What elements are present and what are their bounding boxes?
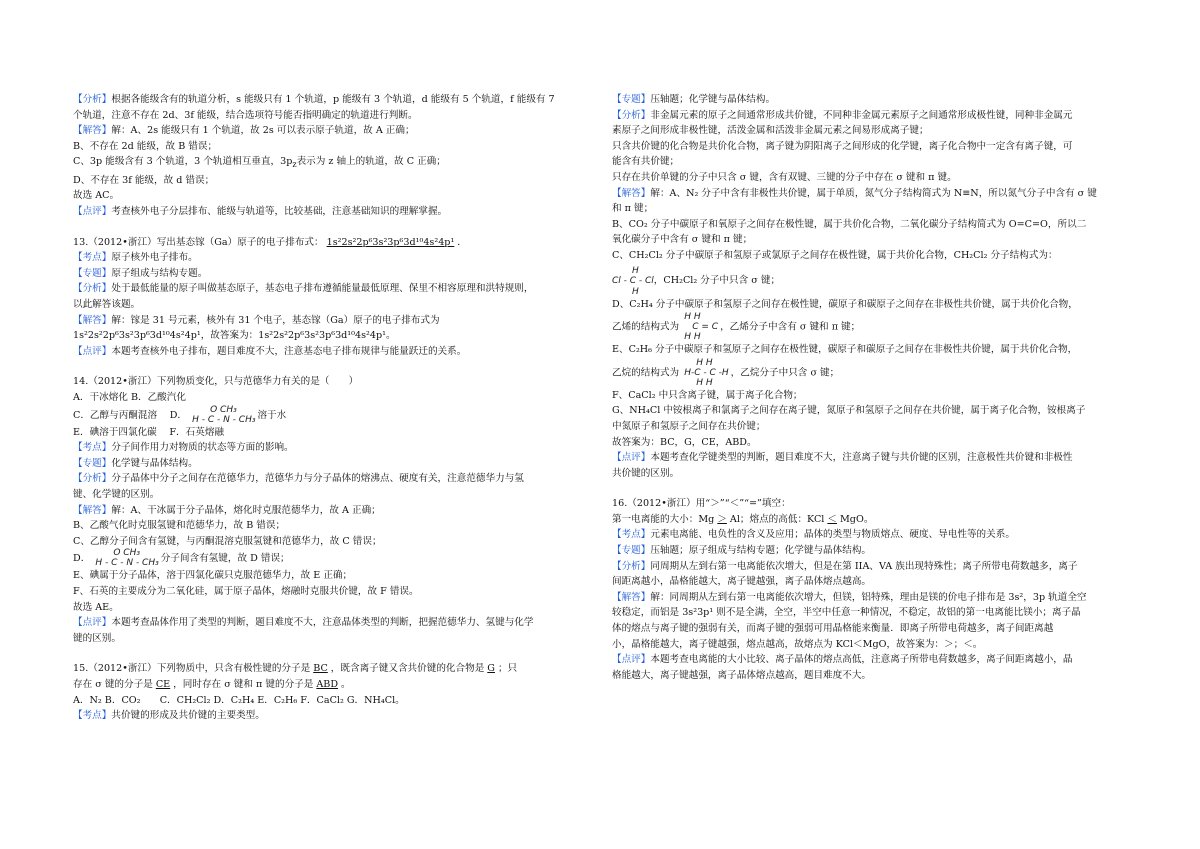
q12-comment: 【点评】考查核外电子分层排布、能级与轨道等，比较基础，注意基础知识的理解掌握。	[73, 206, 448, 218]
q13-block: 13.（2012•浙江）写出基态镓（Ga）原子的电子排布式： 1s²2s²2p⁶3s²3p⁶3d¹⁰4s²4p¹ ． 【考点】原子核外电子排布。 【专题】原子组成与结构专题。 【分析】处于最低能量的原子叫做基态原子，基态电子排布遵循能量最低原理、保里不相容原理和洪特规则， 以此解答该题。 【解答】解：镓是 31 号元素，核外有 31 个电子，基态镓（Ga）原子的电子排布式为 1s²2s²2p⁶3s²3p⁶3d¹⁰4s²4p¹，故答案为：1s²2s²2p⁶3s²3p⁶3d¹⁰4s²4p¹。 【点评】本题考查核外电子排布，题目难度不大，注意基态电子排布规律与能量跃迁的关系。	[73, 236, 534, 357]
q12-analysis: 【分析】根据各能级含有的轨道分析，s 能级只有 1 个轨道，p 能级有 3 个轨道，d 能级有 5 个轨道，f 能级有 7 个轨道，注意不存在 2d、3f 能级，结合选项符号能否指明确定的轨道进行判断。	[73, 94, 555, 121]
right-column	[612, 92, 1132, 683]
q16-blank-2: ＜	[827, 513, 837, 525]
comment-tag: 【点评】	[73, 206, 112, 218]
dichloromethane-structure: H Cl - C - Cl H	[612, 265, 654, 297]
q16-blank-1: ＞	[717, 513, 727, 525]
q15-continued: 【专题】压轴题；化学键与晶体结构。 【分析】非金属元素的原子之间通常形成共价键，不同种非金属元素原子之间通常形成极性键，同种非金属元 素原子之间形成非极性键，活泼金属和活泼非金属元素之间易形成离子键； 只含共价键的化合物是共价化合物，离子键为阴阳离子之间形成的化学键，离子化合物中一定含有离子键，可 能含有共价键； 只存在共价单键的分子中只含 σ 键，含有双键、三键的分子中存在 σ 键和 π 键。 【解答】解：A、N₂ 分子中含有非极性共价键，属于单质，氮气分子结构简式为 N≡N，所以氮气分子中含有 σ 键 和 π 键； B、CO₂ 分子中碳原子和氧原子之间存在极性键，属于共价化合物，二氧化碳分子结构简式为 O=C=O，所以二 氧化碳分子中含有 σ 键和 π 键； C、CH₂Cl₂ 分子中碳原子和氢原子或氯原子之间存在极性键，属于共价化合物，CH₂Cl₂ 分子结构式为： H Cl - C - Cl H ，CH₂Cl₂ 分子中只含 σ 键； D、C₂H₄ 分子中碳原子和氢原子之间存在极性键，碳原子和碳原子之间存在非极性共价键，属于共价化合物， 乙烯的结构式为 H H C = C H H ，乙烯分子中含有 σ 键和 π 键； E、C₂H₆ 分子中碳原子和氢原子之间存在极性键，碳原子和碳原子之间存在非极性共价键，属于共价化合物， 乙烷的结构式为 H H H-C - C -H H H ，乙烷分子中只含 σ 键； F、CaCl₂ 中只含离子键，属于离子化合物； G、NH₄Cl 中铵根离子和氯离子之间存在离子键，氮原子和氢原子之间存在共价键，属于离子化合物，铵根离子 中氮原子和氢原子之间存在共价键； 故答案为：BC，G，CE，ABD。 【点评】本题考查化学键类型的判断，题目难度不大，注意离子键与共价键的区别，注意极性共价键和非极性 共价键的区别。	[612, 94, 1097, 479]
dimethylformamide-structure: O CH₃ H - C - N - CH₃	[192, 404, 256, 425]
left-column	[73, 92, 593, 724]
q15-blank-1: BC	[313, 663, 328, 675]
q12-answer: 【解答】解：A、2s 能级只有 1 个轨道，故 2s 可以表示原子轨道，故 A 正确； B、不存在 2d 能级，故 B 错误； C、3p 能级含有 3 个轨道，3 个轨道相互垂直，$3p_z$表示为 z 轴上的轨道，故 C 正确； D、不存在 3f 能级，故 d 错误； 故选 AC。	[73, 125, 446, 202]
q13-stem: 13.（2012•浙江）写出基态镓（Ga）原子的电子排布式：	[73, 236, 324, 248]
q14-block: 14.（2012•浙江）下列物质变化，只与范德华力有关的是（ ） A．干冰熔化 B．乙酸汽化 C．乙醇与丙酮混溶 D． O CH₃ H - C - N - CH₃ 溶于水 E．碘溶于四氯化碳 F．石英熔融 【考点】分子间作用力对物质的状态等方面的影响。 【专题】化学键与晶体结构。 【分析】分子晶体中分子之间存在范德华力，范德华力与分子晶体的熔沸点、硬度有关，注意范德华力与氢 键、化学键的区别。 【解答】解：A、干冰属于分子晶体，熔化时克服范德华力，故 A 正确； B、乙酸气化时克服氢键和范德华力，故 B 错误； C、乙醇分子间含有氢键，与丙酮混溶克服氢键和范德华力，故 C 错误； D． O CH₃ H - C - N - CH₃ 分子间含有氢键，故 D 错误； E、碘属于分子晶体，溶于四氯化碳只克服范德华力，故 E 正确； F、石英的主要成分为二氧化硅，属于原子晶体，熔融时克服共价键，故 F 错误。 故选 AE。 【点评】本题考查晶体作用了类型的判断，题目难度不大，注意晶体类型的判断，把握范德华力、氢键与化学 键的区别。	[73, 376, 534, 644]
ethylene-structure: H H C = C H H	[684, 312, 719, 343]
q15-blank-4: ABD	[316, 678, 339, 690]
analysis-tag: 【分析】	[73, 94, 112, 105]
q13-answer-blank: 1s²2s²2p⁶3s²3p⁶3d¹⁰4s²4p¹	[326, 236, 455, 248]
q16-block: 16.（2012•浙江）用“＞”“＜”“=”填空： 第一电离能的大小：Mg ＞ Al；熔点的高低：KCl ＜ MgO。 【考点】元素电离能、电负性的含义及应用；晶体的类型与物质熔点、硬度、导电性等的关系。 【专题】压轴题；原子组成与结构专题；化学键与晶体结构。 【分析】同周期从左到右第一电离能依次增大，但是在第 IIA、VA 族出现特殊性；离子所带电荷数越多，离子 间距离越小，晶格能越大，离子键越强，离子晶体熔点越高。 【解答】解：同周期从左到右第一电离能依次增大，但镁，铝特殊，理由是镁的价电子排布是 3s²，3p 轨道全空 较稳定，而铝是 3s²3p¹ 则不是全满，全空，半空中任意一种情况，不稳定，故铝的第一电离能比镁小；离子晶 体的熔点与离子键的强弱有关，而离子键的强弱可用晶格能来衡量．即离子所带电荷越多，离子间距离越 小，晶格能越大，离子键越强，熔点越高，故熔点为 KCl＜MgO，故答案为：＞；＜。 【点评】本题考查电离能的大小比较、离子晶体的熔点高低，注意离子所带电荷数越多，离子间距离越小，晶 格能越大，离子键越强，离子晶体熔点越高，题目难度不大。	[612, 498, 1087, 681]
q15-block: 15.（2012•浙江）下列物质中，只含有极性键的分子是 BC ，既含离子键又含共价键的化合物是 G ；只 存在 σ 键的分子是 CE ，同时存在 σ 键和 π 键的分子是 ABD 。 A．N₂ B．CO₂ C．CH₂Cl₂ D．C₂H₄ E．C₂H₆ F．CaCl₂ G．NH₄Cl。 【考点】共价键的形成及共价键的主要类型。	[73, 663, 518, 722]
dimethylformamide-structure-answer: O CH₃ H - C - N - CH₃	[95, 548, 159, 569]
ethane-structure: H H H-C - C -H H H	[684, 357, 729, 388]
answer-tag: 【解答】	[73, 125, 112, 137]
q15-blank-3: CE	[155, 678, 171, 690]
q15-blank-2: G	[487, 663, 495, 675]
q14-stem: 14.（2012•浙江）下列物质变化，只与范德华力有关的是（ ）	[73, 376, 359, 388]
q16-stem: 16.（2012•浙江）用“＞”“＜”“=”填空：	[612, 498, 791, 510]
